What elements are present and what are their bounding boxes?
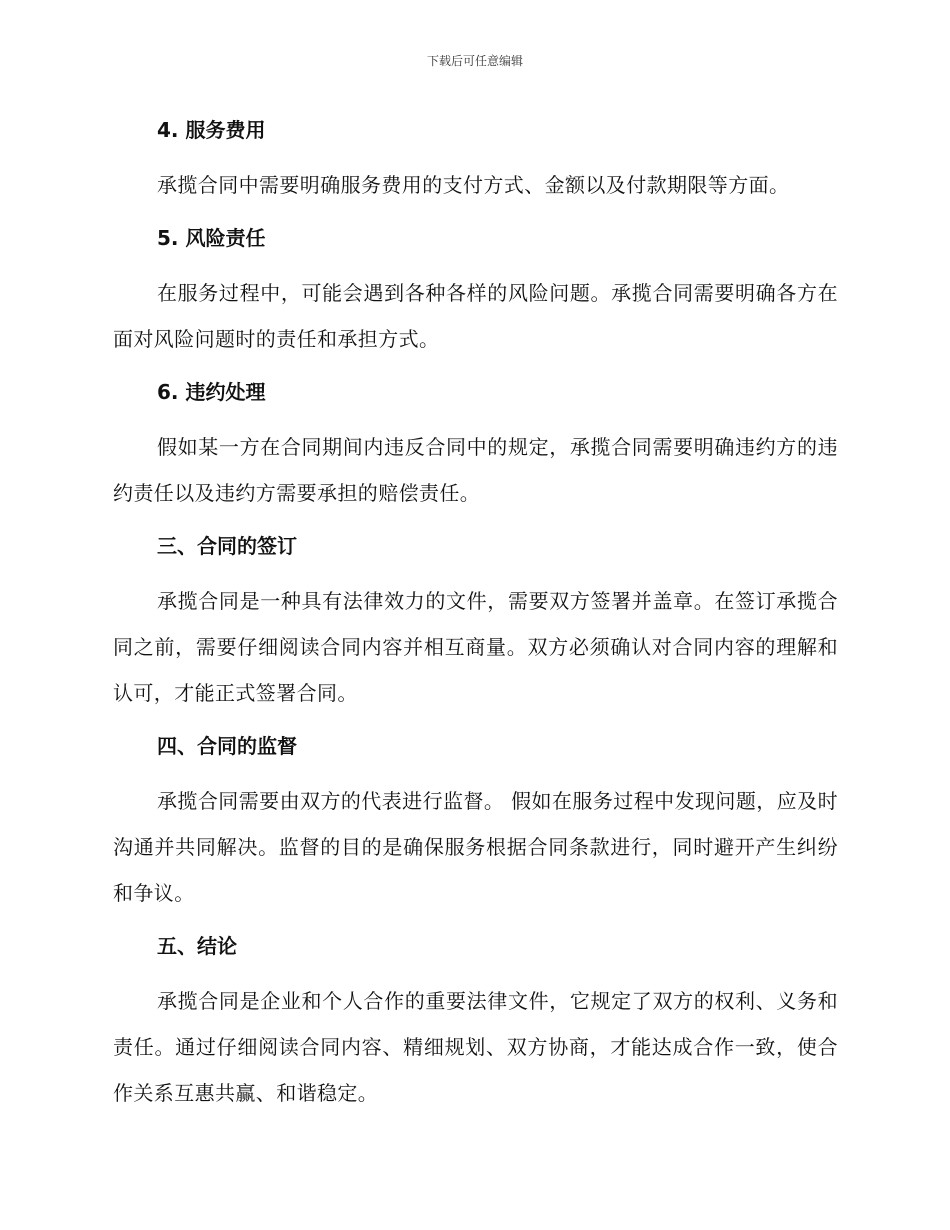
page-header: 下载后可任意编辑 xyxy=(426,54,523,68)
section-contract-supervision xyxy=(113,724,838,916)
section-paragraph: 承揽合同需要由双方的代表进行监督。 假如在服务过程中发现问题，应及时沟通并共同解决。监督的目的是确保服务根据合同条款进行，同时避开产生纠纷和争议。 xyxy=(113,789,838,905)
section-paragraph: 承揽合同中需要明确服务费用的支付方式、金额以及付款期限等方面。 xyxy=(157,173,790,197)
section-contract-signing xyxy=(113,524,838,716)
document-body xyxy=(113,108,838,1124)
section-paragraph: 承揽合同是企业和个人合作的重要法律文件，它规定了双方的权利、义务和责任。通过仔细阅读合同内容、精细规划、双方协商，才能达成合作一致，使合作关系互惠共赢、和谐稳定。 xyxy=(113,989,838,1105)
section-conclusion xyxy=(113,924,838,1116)
section-service-fee xyxy=(113,108,838,208)
section-heading: 6. 违约处理 xyxy=(157,380,266,404)
section-heading: 三、合同的签订 xyxy=(157,534,297,558)
section-risk-liability xyxy=(113,216,838,362)
section-breach-handling xyxy=(113,370,838,516)
section-heading: 四、合同的监督 xyxy=(157,734,297,758)
section-heading: 五、结论 xyxy=(157,934,237,958)
section-heading: 5. 风险责任 xyxy=(157,226,266,250)
section-heading: 4. 服务费用 xyxy=(157,118,266,142)
section-paragraph: 假如某一方在合同期间内违反合同中的规定，承揽合同需要明确违约方的违约责任以及违约方需要承担的赔偿责任。 xyxy=(113,435,838,505)
section-paragraph: 承揽合同是一种具有法律效力的文件，需要双方签署并盖章。在签订承揽合同之前，需要仔细阅读合同内容并相互商量。双方必须确认对合同内容的理解和认可，才能正式签署合同。 xyxy=(113,589,838,705)
section-paragraph: 在服务过程中，可能会遇到各种各样的风险问题。承揽合同需要明确各方在面对风险问题时的责任和承担方式。 xyxy=(113,281,838,351)
